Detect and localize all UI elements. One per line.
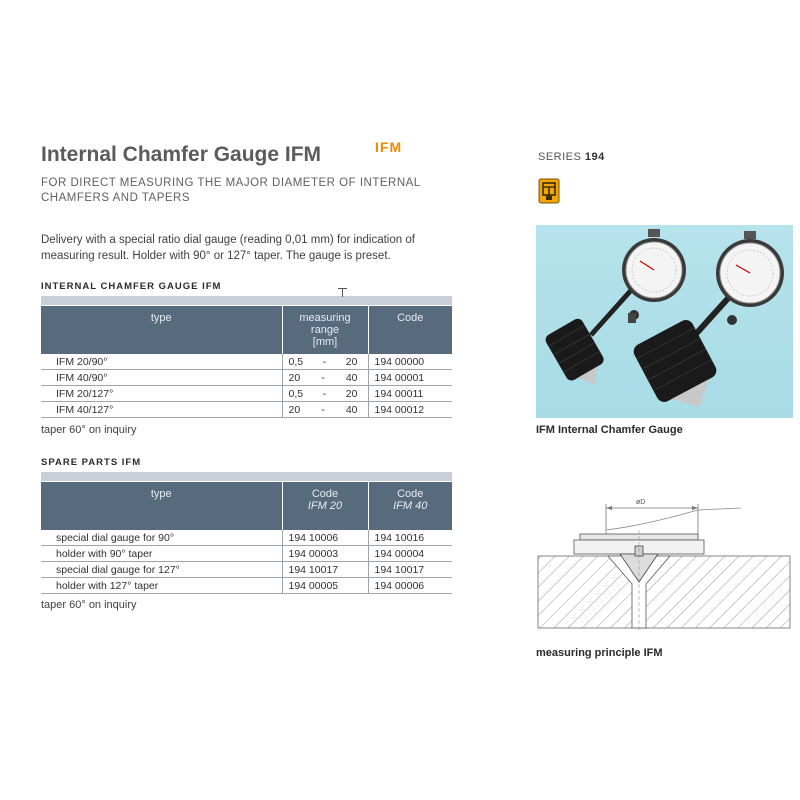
tool-case-icon bbox=[538, 178, 560, 204]
spare-parts-table bbox=[41, 482, 452, 594]
col-header-range-line-2: range bbox=[310, 324, 340, 336]
cell-code: 194 00000 bbox=[368, 354, 452, 370]
range-min: 0,5 bbox=[288, 387, 304, 400]
cell-code-ifm20: 194 10006 bbox=[282, 530, 368, 546]
diagram-caption: measuring principle IFM bbox=[536, 647, 663, 659]
subtitle bbox=[41, 176, 441, 206]
cell-type: IFM 20/90° bbox=[41, 354, 282, 370]
cell-type: special dial gauge for 90° bbox=[41, 530, 282, 546]
cell-code-ifm20: 194 00003 bbox=[282, 546, 368, 562]
cell-type: holder with 90° taper bbox=[41, 546, 282, 562]
cell-type: holder with 127° taper bbox=[41, 578, 282, 594]
col-header-code-sub: IFM 20 bbox=[307, 500, 343, 512]
table-header-row bbox=[41, 306, 452, 354]
intro-text bbox=[41, 232, 461, 264]
col-header-range bbox=[282, 306, 368, 354]
cell-type: IFM 40/127° bbox=[41, 402, 282, 418]
table-row bbox=[41, 402, 452, 418]
range-min: 20 bbox=[288, 371, 301, 384]
photo-caption: IFM Internal Chamfer Gauge bbox=[536, 424, 683, 436]
table-row bbox=[41, 562, 452, 578]
range-min: 20 bbox=[288, 403, 301, 416]
cell-range bbox=[282, 354, 368, 370]
cell-code-ifm40: 194 00006 bbox=[368, 578, 452, 594]
table-row bbox=[41, 530, 452, 546]
col-header-code-label: Code bbox=[397, 488, 424, 500]
table-header-row bbox=[41, 482, 452, 530]
range-max: 20 bbox=[345, 355, 358, 368]
col-header-range-line-3: [mm] bbox=[312, 336, 338, 348]
intro-line-1: Delivery with a special ratio dial gauge (reading 0,01 mm) for indication of bbox=[41, 234, 415, 246]
divider bbox=[342, 288, 343, 297]
divider bbox=[338, 288, 347, 289]
gauge-table-note: taper 60° on inquiry bbox=[41, 424, 137, 436]
product-photo bbox=[536, 225, 793, 418]
col-header-code-sub: IFM 40 bbox=[393, 500, 428, 512]
range-min: 0,5 bbox=[288, 355, 304, 368]
section-bar bbox=[41, 472, 452, 481]
intro-line-2: measuring result. Holder with 90° or 127° taper. The gauge is preset. bbox=[41, 250, 391, 262]
cell-type: IFM 20/127° bbox=[41, 386, 282, 402]
table-row bbox=[41, 546, 452, 562]
subtitle-line-1: FOR DIRECT MEASURING THE MAJOR DIAMETER OF INTERNAL bbox=[41, 177, 421, 189]
cell-type: IFM 40/90° bbox=[41, 370, 282, 386]
range-sep: - bbox=[322, 355, 327, 368]
subtitle-line-2: CHAMFERS AND TAPERS bbox=[41, 192, 191, 204]
range-max: 40 bbox=[345, 371, 358, 384]
cell-code-ifm20: 194 00005 bbox=[282, 578, 368, 594]
col-header-range-line-1: measuring bbox=[299, 312, 351, 324]
range-sep: - bbox=[322, 387, 327, 400]
cell-code-ifm40: 194 10017 bbox=[368, 562, 452, 578]
spare-table-heading: SPARE PARTS IFM bbox=[41, 457, 142, 468]
cell-code-ifm20: 194 10017 bbox=[282, 562, 368, 578]
section-bar bbox=[41, 296, 452, 305]
series-label bbox=[538, 151, 605, 163]
cell-code: 194 00011 bbox=[368, 386, 452, 402]
dimension-label: øD bbox=[636, 499, 646, 506]
cell-range bbox=[282, 370, 368, 386]
col-header-code-ifm20 bbox=[282, 482, 368, 530]
cell-code: 194 00012 bbox=[368, 402, 452, 418]
cell-code-ifm40: 194 10016 bbox=[368, 530, 452, 546]
gauge-table bbox=[41, 306, 452, 418]
gauge-table-heading: INTERNAL CHAMFER GAUGE IFM bbox=[41, 281, 222, 292]
table-row bbox=[41, 370, 452, 386]
cell-type: special dial gauge for 127° bbox=[41, 562, 282, 578]
spare-table-note: taper 60° on inquiry bbox=[41, 599, 137, 611]
range-max: 40 bbox=[345, 403, 358, 416]
page-title: Internal Chamfer Gauge IFM bbox=[41, 143, 322, 166]
col-header-type: type bbox=[41, 306, 282, 354]
cell-range bbox=[282, 386, 368, 402]
series-number: 194 bbox=[584, 151, 605, 163]
series-label-text: SERIES bbox=[538, 151, 582, 163]
range-sep: - bbox=[321, 403, 325, 416]
range-sep: - bbox=[321, 371, 325, 384]
table-row bbox=[41, 578, 452, 594]
cell-code: 194 00001 bbox=[368, 370, 452, 386]
table-row bbox=[41, 386, 452, 402]
cell-range bbox=[282, 402, 368, 418]
col-header-code-label: Code bbox=[311, 488, 339, 500]
cell-code-ifm40: 194 00004 bbox=[368, 546, 452, 562]
title-tag: IFM bbox=[375, 139, 403, 155]
range-max: 20 bbox=[345, 387, 358, 400]
table-row bbox=[41, 354, 452, 370]
col-header-code: Code bbox=[368, 306, 452, 354]
col-header-type: type bbox=[41, 482, 282, 530]
chamfer-gauge-illustration bbox=[536, 225, 793, 418]
measuring-principle-diagram bbox=[536, 490, 792, 640]
col-header-code-ifm40 bbox=[368, 482, 452, 530]
